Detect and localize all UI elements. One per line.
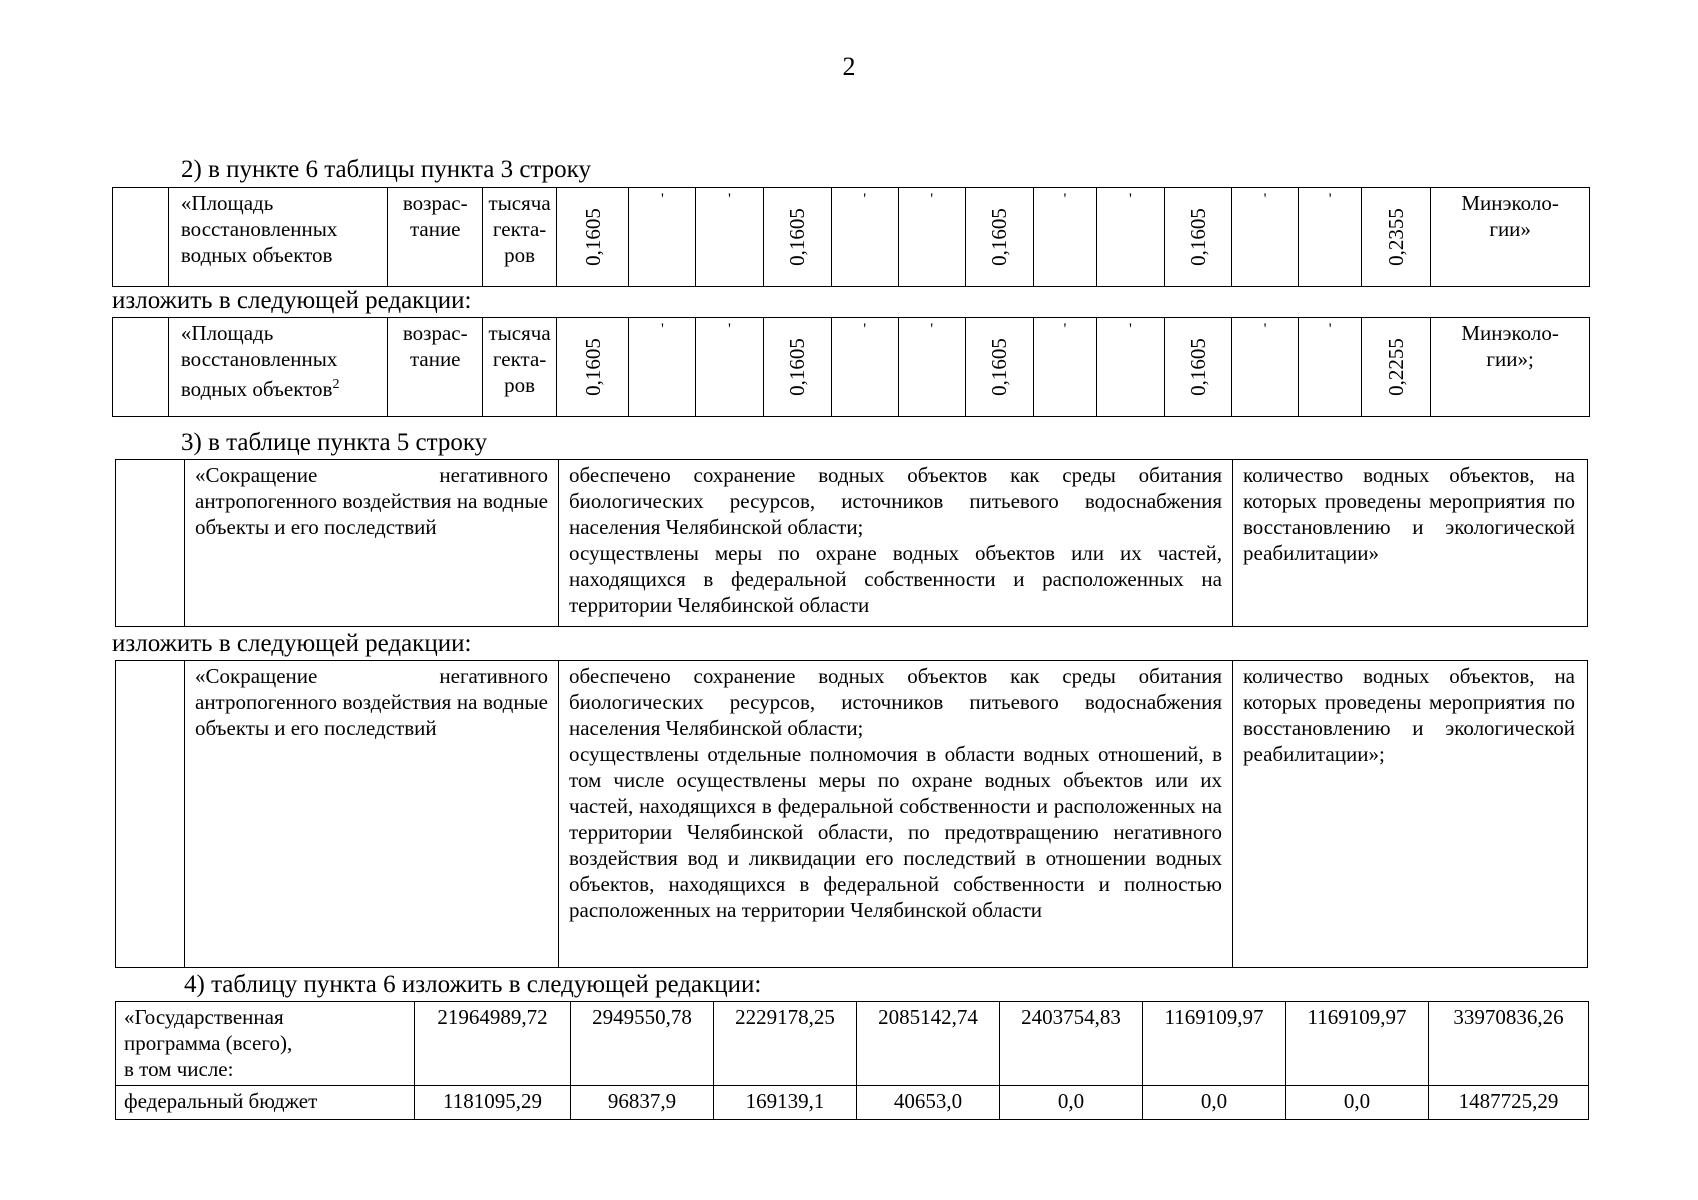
value-cell: ' [1096, 188, 1164, 287]
budget-value-cell: 1181095,29 [415, 1086, 571, 1120]
value-text: 0,1605 [580, 208, 605, 266]
budget-label-cell [116, 1002, 415, 1086]
budget-value-cell: 2949550,78 [571, 1002, 714, 1086]
cell-line: возрас- [402, 321, 468, 345]
value-cell [1362, 188, 1431, 287]
cell-line: восстановленных [180, 347, 338, 371]
value-cell: ' [1096, 318, 1164, 417]
value-cell: ' [696, 318, 763, 417]
task-table-old [115, 459, 1588, 627]
responsible-cell [1431, 188, 1590, 287]
indicator-name-cell [168, 188, 388, 287]
budget-value-cell: 2229178,25 [714, 1002, 857, 1086]
value-cell: ' [629, 188, 696, 287]
indicator-row [113, 318, 1590, 417]
cell-line: тысяча [488, 321, 551, 345]
cell-line: федеральный бюджет [124, 1089, 318, 1113]
value-text: 0,1605 [987, 338, 1012, 396]
trend-cell [388, 188, 483, 287]
value-cell [1164, 318, 1231, 417]
cell-line: восстановленных [180, 217, 338, 241]
cell-line: ров [504, 243, 536, 267]
result-paragraph: обеспечено сохранение водных объектов как среды обитания биологических ресурсов, источников питьевого водоснабжения населения Челябинской области; [569, 463, 1222, 539]
section3-replace-caption: изложить в следующей редакции: [112, 630, 472, 657]
cell-line: «Площадь [180, 191, 274, 215]
value-cell [965, 188, 1033, 287]
value-cell [557, 318, 629, 417]
value-text: 0,1605 [785, 338, 810, 396]
budget-value-cell: 169139,1 [714, 1086, 857, 1120]
cell-line: тание [409, 217, 461, 241]
budget-value-cell: 0,0 [1143, 1086, 1286, 1120]
budget-table [115, 1001, 1589, 1120]
budget-value-cell: 1169109,97 [1286, 1002, 1429, 1086]
empty-cell [113, 188, 169, 287]
cell-line: программа (всего), [124, 1031, 293, 1055]
value-cell: ' [898, 188, 965, 287]
budget-value-cell: 96837,9 [571, 1086, 714, 1120]
cell-line: тысяча [488, 191, 551, 215]
indicator-name-cell [168, 318, 388, 417]
budget-label-cell [116, 1086, 415, 1120]
value-cell [763, 188, 831, 287]
value-cell: ' [831, 318, 898, 417]
value-cell [1362, 318, 1431, 417]
responsible-cell [1431, 318, 1590, 417]
empty-cell [113, 318, 169, 417]
budget-value-cell: 1169109,97 [1143, 1002, 1286, 1086]
value-cell [965, 318, 1033, 417]
value-cell [557, 188, 629, 287]
result-cell [559, 661, 1233, 968]
task-table-new [115, 660, 1588, 968]
indicator-table-new [112, 317, 1590, 417]
indicator-row [113, 188, 1590, 287]
value-text: 0,2255 [1384, 338, 1409, 396]
result-paragraph: осуществлены меры по охране водных объектов или их частей, находящихся в федеральной собственности и расположенных на территории Челябинской области [569, 541, 1222, 617]
value-cell: ' [1232, 318, 1299, 417]
indicator-cell: количество водных объектов, на которых проведены мероприятия по восстановлению и экологической реабилитации»; [1233, 661, 1588, 968]
cell-line: «Площадь [180, 321, 274, 345]
budget-value-cell: 21964989,72 [415, 1002, 571, 1086]
value-cell: ' [831, 188, 898, 287]
cell-line: Минэколо- [1461, 191, 1559, 215]
value-text: 0,1605 [987, 208, 1012, 266]
value-text: 0,1605 [580, 338, 605, 396]
value-text: 0,2355 [1384, 208, 1409, 266]
cell-line: гекта- [492, 347, 547, 371]
cell-line: тание [409, 347, 461, 371]
unit-cell [483, 318, 557, 417]
cell-line: гии» [1489, 217, 1531, 241]
value-text: 0,1605 [785, 208, 810, 266]
result-cell [559, 460, 1233, 627]
trend-cell [388, 318, 483, 417]
value-text: 0,1605 [1186, 338, 1211, 396]
section2-caption: 2) в пункте 6 таблицы пункта 3 строку [181, 156, 591, 183]
value-cell [763, 318, 831, 417]
section3-caption: 3) в таблице пункта 5 строку [181, 429, 488, 456]
cell-line: водных объектов$^2$ [180, 377, 340, 401]
task-cell: «Сокращение негативного антропогенного воздействия на водные объекты и его последствий [185, 460, 559, 627]
footnote-mark: 2 [332, 377, 340, 392]
value-cell: ' [1033, 318, 1096, 417]
cell-line: в том числе: [124, 1057, 234, 1081]
empty-cell [116, 460, 185, 627]
cell-line: «Государственная [124, 1005, 284, 1029]
budget-value-cell: 33970836,26 [1429, 1002, 1589, 1086]
result-paragraph: осуществлены отдельные полномочия в области водных отношений, в том числе осуществлены меры по охране водных объектов или их частей, находящихся в федеральной собственности и расположенных на территории Челябинской области, по предотвращению негативного воздействия вод и ликвидации его последствий в отношении водных объектов, находящихся в федеральной собственности и полностью расположенных на территории Челябинской области [569, 742, 1222, 922]
budget-value-cell: 0,0 [1000, 1086, 1143, 1120]
budget-value-cell: 0,0 [1286, 1086, 1429, 1120]
page-number: 2 [842, 52, 856, 81]
budget-value-cell: 2403754,83 [1000, 1002, 1143, 1086]
empty-cell [116, 661, 185, 968]
value-cell: ' [1299, 318, 1362, 417]
cell-line: водных объектов [180, 243, 333, 267]
budget-value-cell: 1487725,29 [1429, 1086, 1589, 1120]
cell-line: гекта- [492, 217, 547, 241]
cell-line: Минэколо- [1461, 321, 1559, 345]
value-cell: ' [1033, 188, 1096, 287]
budget-value-cell: 2085142,74 [857, 1002, 1000, 1086]
task-cell: «Сокращение негативного антропогенного воздействия на водные объекты и его последствий [185, 661, 559, 968]
indicator-cell: количество водных объектов, на которых проведены мероприятия по восстановлению и экологической реабилитации» [1233, 460, 1588, 627]
section4-caption: 4) таблицу пункта 6 изложить в следующей редакции: [184, 971, 762, 998]
budget-value-cell: 40653,0 [857, 1086, 1000, 1120]
value-cell: ' [1232, 188, 1299, 287]
value-cell: ' [629, 318, 696, 417]
budget-row [116, 1086, 1589, 1120]
indicator-table-old [112, 187, 1590, 287]
section2-replace-caption: изложить в следующей редакции: [112, 287, 472, 314]
value-cell: ' [1299, 188, 1362, 287]
value-cell [1164, 188, 1231, 287]
value-cell: ' [898, 318, 965, 417]
cell-line: ров [504, 373, 536, 397]
value-text: 0,1605 [1186, 208, 1211, 266]
unit-cell [483, 188, 557, 287]
cell-line: возрас- [402, 191, 468, 215]
value-cell: ' [696, 188, 763, 287]
result-paragraph: обеспечено сохранение водных объектов как среды обитания биологических ресурсов, источников питьевого водоснабжения населения Челябинской области; [569, 664, 1222, 740]
cell-line: гии»; [1486, 347, 1534, 371]
budget-row [116, 1002, 1589, 1086]
